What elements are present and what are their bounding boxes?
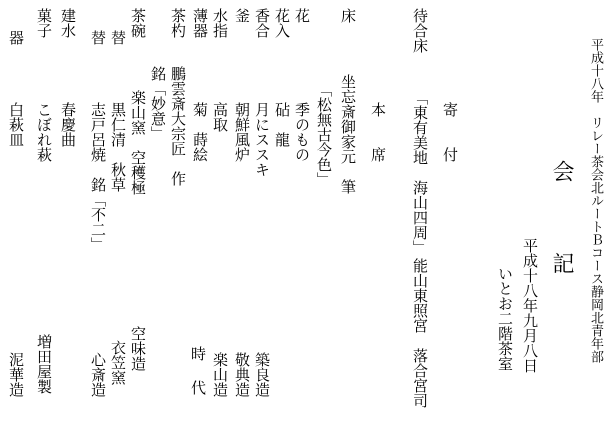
venue: いとお二階茶室 — [496, 266, 514, 371]
date: 平成十八年九月八日 — [521, 238, 539, 373]
kashi-value: こぼれ萩 — [35, 102, 53, 162]
chawan-value: 楽山窯 空穫極 — [129, 90, 147, 195]
chashaku-label: 茶杓 — [169, 8, 187, 38]
usuki-maker: 時 代 — [189, 346, 207, 397]
yoritsuki-heading: 寄 付 — [441, 102, 459, 162]
toko-scroll: 「松無古今色」 — [315, 82, 333, 187]
kae2-label: 替 — [89, 30, 107, 45]
title-kai: 会 — [549, 160, 574, 182]
title-ki: 記 — [549, 252, 574, 274]
kashi-maker: 増田屋製 — [35, 334, 53, 394]
chawan-label: 茶碗 — [129, 8, 147, 38]
kogo-value: 月にススキ — [253, 102, 271, 177]
kama-label: 釜 — [233, 8, 251, 23]
chashaku-value: 鵬雲斎大宗匠 作 — [169, 66, 187, 186]
kensui-label: 建水 — [59, 8, 77, 38]
hanaire-value: 砧 龍 — [273, 102, 291, 147]
organization-line: 平成十八年 リレー茶会北ルートＢコース静岡北青年部 — [588, 38, 603, 363]
mizusashi-maker: 楽山造 — [211, 352, 229, 397]
ki-value: 白萩皿 — [7, 102, 25, 147]
kae2-value: 志戸呂焼 銘「不二」 — [89, 102, 107, 252]
kama-value: 朝鮮風炉 — [233, 102, 251, 162]
ki-label: 器 — [7, 30, 25, 45]
usuki-label: 薄器 — [191, 8, 209, 38]
ki-maker: 泥華造 — [7, 352, 25, 397]
machiai-author: 能山東照宮 落合宮司 — [411, 258, 429, 408]
hanaire-label: 花入 — [273, 8, 291, 38]
hana-value: 季のもの — [293, 102, 311, 162]
usuki-value: 菊 蒔絵 — [191, 102, 209, 162]
machiai-content: 「東有美地 海山四周」 — [411, 90, 429, 255]
kashi-label: 菓子 — [35, 8, 53, 38]
kensui-value: 春慶曲 — [59, 102, 77, 147]
mizusashi-value: 高取 — [211, 102, 229, 132]
kogo-maker: 築良造 — [253, 352, 271, 397]
honseki-heading: 本 席 — [369, 102, 387, 162]
kae1-label: 替 — [109, 30, 127, 45]
machiai-label: 待合床 — [411, 8, 429, 53]
kama-maker: 敬典造 — [233, 352, 251, 397]
kogo-label: 香合 — [253, 8, 271, 38]
toko-label: 床 — [339, 8, 357, 23]
mizusashi-label: 水指 — [211, 8, 229, 38]
kae2-maker: 心斎造 — [89, 352, 107, 397]
chashaku-mei: 銘「妙意」 — [149, 66, 167, 141]
hana-label: 花 — [293, 8, 311, 23]
kae1-value: 黒仁清 秋草 — [109, 102, 127, 192]
chawan-maker: 空味造 — [129, 326, 147, 371]
toko-author: 坐忘斎御家元 筆 — [339, 74, 357, 194]
kae1-maker: 衣笠窯 — [109, 340, 127, 385]
